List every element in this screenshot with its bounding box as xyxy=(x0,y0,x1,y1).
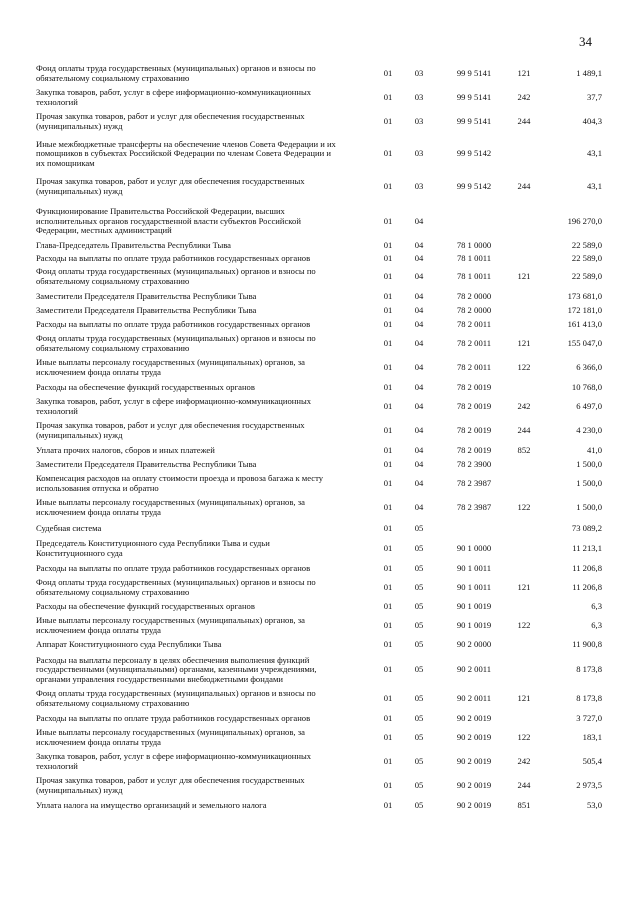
row-name: Прочая закупка товаров, работ и услуг для обеспечения государственных (муниципальных) нужд xyxy=(36,775,305,795)
row-subsection: 04 xyxy=(414,215,424,226)
table-row xyxy=(0,601,640,613)
row-target-code: 99 9 5141 xyxy=(456,116,492,127)
row-amount: 1 489,1 xyxy=(576,68,602,79)
row-target-code: 99 9 5142 xyxy=(456,181,492,192)
table-row xyxy=(0,88,640,108)
row-amount: 11 213,1 xyxy=(572,543,602,554)
row-target-code: 78 2 0019 xyxy=(456,445,492,456)
table-row xyxy=(0,358,640,378)
row-amount: 43,1 xyxy=(586,148,602,159)
row-section: 01 xyxy=(383,693,393,704)
row-name: Заместители Председателя Правительства Республики Тыва xyxy=(36,291,257,302)
row-name: Фонд оплаты труда государственных (муниципальных) органов и взносы по обязательному социальному страхованию xyxy=(36,63,316,83)
row-expense-type: 244 xyxy=(517,425,531,436)
row-subsection: 05 xyxy=(414,522,424,533)
row-target-code: 78 2 0019 xyxy=(456,401,492,412)
row-expense-type: 242 xyxy=(517,92,531,103)
row-amount: 505,4 xyxy=(582,756,602,767)
row-name: Иные выплаты персоналу государственных (муниципальных) органов, за исключением фонда оплаты труда xyxy=(36,357,305,377)
row-expense-type: 242 xyxy=(517,401,531,412)
row-subsection: 05 xyxy=(414,780,424,791)
row-expense-type: 244 xyxy=(517,181,531,192)
row-name: Расходы на выплаты по оплате труда работников государственных органов xyxy=(36,319,311,330)
row-name: Иные межбюджетные трансферты на обеспечение членов Совета Федерации и их помощников в субъектах Российской Федерации по членам Совета Федерации и их помощникам xyxy=(36,138,336,168)
row-name: Прочая закупка товаров, работ и услуг для обеспечения государственных (муниципальных) нужд xyxy=(36,420,305,440)
row-expense-type: 121 xyxy=(517,68,531,79)
row-section: 01 xyxy=(383,401,393,412)
row-section: 01 xyxy=(383,780,393,791)
row-target-code: 90 2 0019 xyxy=(456,780,492,791)
row-section: 01 xyxy=(383,543,393,554)
row-amount: 2 973,5 xyxy=(576,780,602,791)
row-subsection: 04 xyxy=(414,382,424,393)
row-amount: 1 500,0 xyxy=(576,502,602,513)
table-row xyxy=(0,291,640,303)
row-subsection: 04 xyxy=(414,291,424,302)
row-amount: 172 181,0 xyxy=(567,305,602,316)
table-row xyxy=(0,139,640,169)
row-name: Аппарат Конституционного суда Республики Тыва xyxy=(36,639,222,650)
row-amount: 6 497,0 xyxy=(576,401,602,412)
table-row xyxy=(0,319,640,331)
row-amount: 3 727,0 xyxy=(576,713,602,724)
row-name: Расходы на обеспечение функций государственных органов xyxy=(36,601,255,612)
row-subsection: 03 xyxy=(414,181,424,192)
row-target-code: 78 2 3987 xyxy=(456,478,492,489)
row-amount: 6,3 xyxy=(591,601,602,612)
row-target-code: 99 9 5142 xyxy=(456,148,492,159)
row-section: 01 xyxy=(383,639,393,650)
row-section: 01 xyxy=(383,582,393,593)
row-target-code: 90 2 0011 xyxy=(456,664,492,675)
row-section: 01 xyxy=(383,181,393,192)
row-section: 01 xyxy=(383,620,393,631)
row-section: 01 xyxy=(383,756,393,767)
row-subsection: 04 xyxy=(414,502,424,513)
table-row xyxy=(0,240,640,251)
row-amount: 37,7 xyxy=(586,92,602,103)
row-name: Фонд оплаты труда государственных (муниципальных) органов и взносы по обязательному социальному страхованию xyxy=(36,333,316,353)
row-subsection: 05 xyxy=(414,713,424,724)
row-section: 01 xyxy=(383,239,393,250)
row-section: 01 xyxy=(383,732,393,743)
row-subsection: 04 xyxy=(414,459,424,470)
row-target-code: 78 1 0011 xyxy=(456,271,492,282)
row-expense-type: 851 xyxy=(517,800,531,811)
budget-table xyxy=(0,64,640,812)
table-row xyxy=(0,334,640,354)
row-name: Фонд оплаты труда государственных (муниципальных) органов и взносы по обязательному социальному страхованию xyxy=(36,577,316,597)
row-subsection: 05 xyxy=(414,756,424,767)
row-amount: 6,3 xyxy=(591,620,602,631)
row-name: Уплата прочих налогов, сборов и иных платежей xyxy=(36,445,215,456)
table-row xyxy=(0,253,640,264)
row-subsection: 05 xyxy=(414,543,424,554)
row-amount: 22 589,0 xyxy=(571,271,602,282)
row-subsection: 05 xyxy=(414,800,424,811)
row-section: 01 xyxy=(383,800,393,811)
row-target-code: 78 2 0000 xyxy=(456,305,492,316)
row-expense-type: 122 xyxy=(517,620,531,631)
table-row xyxy=(0,654,640,686)
row-target-code: 90 2 0019 xyxy=(456,756,492,767)
row-section: 01 xyxy=(383,252,393,263)
row-target-code: 78 2 0019 xyxy=(456,382,492,393)
row-target-code: 78 2 0011 xyxy=(456,338,492,349)
row-amount: 73 089,2 xyxy=(571,522,602,533)
row-target-code: 78 2 0019 xyxy=(456,425,492,436)
row-subsection: 05 xyxy=(414,620,424,631)
row-subsection: 04 xyxy=(414,252,424,263)
table-row xyxy=(0,639,640,651)
row-subsection: 05 xyxy=(414,664,424,675)
row-target-code: 78 1 0000 xyxy=(456,239,492,250)
row-amount: 11 206,8 xyxy=(572,582,602,593)
row-expense-type: 852 xyxy=(517,445,531,456)
row-section: 01 xyxy=(383,502,393,513)
row-name: Прочая закупка товаров, работ и услуг для обеспечения государственных (муниципальных) нужд xyxy=(36,111,305,131)
table-row xyxy=(0,539,640,559)
row-section: 01 xyxy=(383,305,393,316)
row-amount: 53,0 xyxy=(586,800,602,811)
row-subsection: 03 xyxy=(414,148,424,159)
row-section: 01 xyxy=(383,338,393,349)
table-row xyxy=(0,776,640,796)
row-amount: 1 500,0 xyxy=(576,478,602,489)
row-name: Иные выплаты персоналу государственных (муниципальных) органов, за исключением фонда оплаты труда xyxy=(36,497,305,517)
row-target-code: 90 2 0019 xyxy=(456,713,492,724)
table-row xyxy=(0,752,640,772)
row-subsection: 04 xyxy=(414,362,424,373)
table-row xyxy=(0,728,640,748)
table-row xyxy=(0,112,640,132)
row-section: 01 xyxy=(383,68,393,79)
table-row xyxy=(0,474,640,494)
row-amount: 155 047,0 xyxy=(567,338,602,349)
row-name: Закупка товаров, работ, услуг в сфере информационно-коммуникационных технологий xyxy=(36,87,312,107)
table-row xyxy=(0,563,640,575)
row-name: Прочая закупка товаров, работ и услуг для обеспечения государственных (муниципальных) нужд xyxy=(36,176,305,196)
row-amount: 161 413,0 xyxy=(567,319,602,330)
row-section: 01 xyxy=(383,601,393,612)
row-section: 01 xyxy=(383,92,393,103)
row-section: 01 xyxy=(383,116,393,127)
row-subsection: 04 xyxy=(414,338,424,349)
row-name: Расходы на выплаты персоналу в целях обеспечения выполнения функций государственными (муниципальными) органами, казенными учреждениями, органами управления государственными внебюджетными фондами xyxy=(36,654,317,684)
row-amount: 43,1 xyxy=(586,181,602,192)
row-section: 01 xyxy=(383,271,393,282)
row-name: Уплата налога на имущество организаций и земельного налога xyxy=(36,800,267,811)
row-expense-type: 244 xyxy=(517,780,531,791)
row-amount: 8 173,8 xyxy=(576,664,602,675)
table-row xyxy=(0,421,640,441)
row-name: Компенсация расходов на оплату стоимости проезда и провоза багажа к месту использования отпуска и обратно xyxy=(36,473,324,493)
row-section: 01 xyxy=(383,425,393,436)
row-section: 01 xyxy=(383,522,393,533)
row-target-code: 90 1 0000 xyxy=(456,543,492,554)
row-target-code: 78 2 3900 xyxy=(456,459,492,470)
row-subsection: 03 xyxy=(414,92,424,103)
row-amount: 183,1 xyxy=(582,732,602,743)
table-row xyxy=(0,397,640,417)
row-section: 01 xyxy=(383,362,393,373)
row-amount: 1 500,0 xyxy=(576,459,602,470)
row-name: Фонд оплаты труда государственных (муниципальных) органов и взносы по обязательному социальному страхованию xyxy=(36,688,316,708)
row-subsection: 04 xyxy=(414,319,424,330)
row-expense-type: 122 xyxy=(517,362,531,373)
row-expense-type: 244 xyxy=(517,116,531,127)
row-name: Расходы на обеспечение функций государственных органов xyxy=(36,382,255,393)
row-name: Председатель Конституционного суда Республики Тыва и судьи Конституционного суда xyxy=(36,538,270,558)
table-row xyxy=(0,64,640,84)
row-subsection: 04 xyxy=(414,445,424,456)
row-amount: 6 366,0 xyxy=(576,362,602,373)
row-expense-type: 121 xyxy=(517,271,531,282)
page-number: 34 xyxy=(579,34,592,49)
row-subsection: 04 xyxy=(414,239,424,250)
row-target-code: 78 2 3987 xyxy=(456,502,492,513)
row-section: 01 xyxy=(383,664,393,675)
row-subsection: 04 xyxy=(414,401,424,412)
row-target-code: 78 2 0011 xyxy=(456,362,492,373)
row-subsection: 04 xyxy=(414,271,424,282)
row-expense-type: 242 xyxy=(517,756,531,767)
row-name: Иные выплаты персоналу государственных (муниципальных) органов, за исключением фонда оплаты труда xyxy=(36,727,305,747)
row-subsection: 04 xyxy=(414,305,424,316)
row-target-code: 90 2 0019 xyxy=(456,800,492,811)
row-name: Фонд оплаты труда государственных (муниципальных) органов и взносы по обязательному социальному страхованию xyxy=(36,266,316,286)
row-name: Иные выплаты персоналу государственных (муниципальных) органов, за исключением фонда оплаты труда xyxy=(36,615,305,635)
row-subsection: 03 xyxy=(414,116,424,127)
row-name: Расходы на выплаты по оплате труда работников государственных органов xyxy=(36,563,311,574)
row-target-code: 90 1 0011 xyxy=(456,563,492,574)
row-amount: 404,3 xyxy=(582,116,602,127)
table-row xyxy=(0,459,640,471)
row-section: 01 xyxy=(383,148,393,159)
row-target-code: 90 2 0011 xyxy=(456,693,492,704)
row-amount: 41,0 xyxy=(586,445,602,456)
row-subsection: 05 xyxy=(414,563,424,574)
row-subsection: 05 xyxy=(414,732,424,743)
table-row xyxy=(0,382,640,394)
row-target-code: 90 2 0000 xyxy=(456,639,492,650)
row-amount: 22 589,0 xyxy=(571,239,602,250)
table-row xyxy=(0,578,640,598)
row-name: Заместители Председателя Правительства Республики Тыва xyxy=(36,305,257,316)
table-row xyxy=(0,713,640,725)
table-row xyxy=(0,206,640,237)
row-expense-type: 122 xyxy=(517,502,531,513)
table-row xyxy=(0,689,640,709)
row-amount: 8 173,8 xyxy=(576,693,602,704)
row-subsection: 04 xyxy=(414,478,424,489)
row-expense-type: 122 xyxy=(517,732,531,743)
row-target-code: 78 2 0011 xyxy=(456,319,492,330)
row-target-code: 90 1 0011 xyxy=(456,582,492,593)
row-subsection: 05 xyxy=(414,582,424,593)
row-section: 01 xyxy=(383,713,393,724)
row-section: 01 xyxy=(383,563,393,574)
row-amount: 4 230,0 xyxy=(576,425,602,436)
row-section: 01 xyxy=(383,291,393,302)
row-name: Судебная система xyxy=(36,522,102,533)
row-subsection: 05 xyxy=(414,601,424,612)
row-name: Глава-Председатель Правительства Республики Тыва xyxy=(36,239,231,250)
row-section: 01 xyxy=(383,459,393,470)
table-row xyxy=(0,522,640,535)
row-target-code: 99 9 5141 xyxy=(456,92,492,103)
row-name: Расходы на выплаты по оплате труда работников государственных органов xyxy=(36,252,311,263)
row-target-code: 78 1 0011 xyxy=(456,252,492,263)
row-section: 01 xyxy=(383,382,393,393)
row-subsection: 05 xyxy=(414,693,424,704)
row-subsection: 04 xyxy=(414,425,424,436)
table-row xyxy=(0,445,640,457)
row-name: Расходы на выплаты по оплате труда работников государственных органов xyxy=(36,713,311,724)
row-target-code: 90 1 0019 xyxy=(456,620,492,631)
row-target-code: 90 1 0019 xyxy=(456,601,492,612)
table-row xyxy=(0,177,640,197)
row-name: Закупка товаров, работ, услуг в сфере информационно-коммуникационных технологий xyxy=(36,396,312,416)
row-name: Закупка товаров, работ, услуг в сфере информационно-коммуникационных технологий xyxy=(36,751,312,771)
row-expense-type: 121 xyxy=(517,338,531,349)
row-section: 01 xyxy=(383,445,393,456)
row-subsection: 05 xyxy=(414,639,424,650)
table-row xyxy=(0,800,640,812)
row-amount: 22 589,0 xyxy=(571,252,602,263)
row-expense-type: 121 xyxy=(517,582,531,593)
row-amount: 10 768,0 xyxy=(571,382,602,393)
table-row xyxy=(0,305,640,317)
row-name: Заместители Председателя Правительства Республики Тыва xyxy=(36,459,257,470)
row-section: 01 xyxy=(383,319,393,330)
row-amount: 11 900,8 xyxy=(572,639,602,650)
row-target-code: 90 2 0019 xyxy=(456,732,492,743)
row-name: Функционирование Правительства Российской Федерации, высших исполнительных органов государственной власти субъектов Российской Федерации, местных администраций xyxy=(36,206,301,236)
row-amount: 173 681,0 xyxy=(567,291,602,302)
row-expense-type: 121 xyxy=(517,693,531,704)
row-subsection: 03 xyxy=(414,68,424,79)
row-target-code: 99 9 5141 xyxy=(456,68,492,79)
row-section: 01 xyxy=(383,478,393,489)
table-row xyxy=(0,616,640,636)
row-section: 01 xyxy=(383,215,393,226)
table-row xyxy=(0,267,640,287)
row-amount: 196 270,0 xyxy=(567,215,602,226)
table-row xyxy=(0,498,640,518)
row-amount: 11 206,8 xyxy=(572,563,602,574)
row-target-code: 78 2 0000 xyxy=(456,291,492,302)
